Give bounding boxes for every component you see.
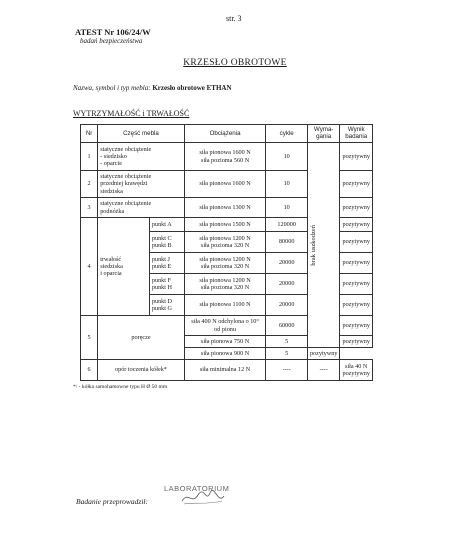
row-point: punkt D punkt G (149, 295, 184, 316)
row-cycles: 20000 (266, 274, 308, 295)
row-result: pozytywny (340, 316, 373, 336)
row-result: pozytywny (340, 336, 373, 348)
requirements-vertical-text: brak uszkodzeń (309, 224, 317, 266)
row-load: siła 400 N odchylona o 10° od pionu (184, 316, 266, 336)
row-cycles: 10 (266, 198, 308, 218)
row-result: pozytywny (340, 218, 373, 232)
requirements-cell (307, 143, 340, 348)
row-result: pozytywny (340, 253, 373, 274)
atest-number: ATEST Nr 106/24/W (75, 27, 151, 37)
row-number: 5 (81, 316, 98, 360)
row-load: siła pionowa 1500 N (184, 218, 266, 232)
header-nr: Nr (81, 125, 98, 143)
row-result: pozytywny (340, 171, 373, 198)
header-cycles: cykle (266, 125, 308, 143)
row-part: statyczne obciążenie podnóżka (98, 198, 185, 218)
atest-subtitle: badań bezpieczeństwa (80, 37, 143, 45)
row-part: poręcze (98, 316, 185, 360)
row-result: pozytywny (340, 295, 373, 316)
row-number: 1 (81, 143, 98, 171)
row-part: statyczne obciążenie przedniej krawędzi siedziska (98, 171, 185, 198)
row-cycles: 20000 (266, 295, 308, 316)
signature-label: Badanie przeprowadził: (76, 497, 149, 506)
results-table (80, 124, 373, 381)
row-load: siła pionowa 1200 N siła pozioma 320 N (184, 232, 266, 253)
section-heading: WYTRZYMAŁOŚĆ i TRWAŁOŚĆ (73, 109, 190, 118)
row-part: trwałość siedziska i oparcia (98, 218, 150, 316)
row-result: pozytywny (340, 274, 373, 295)
header-requirements: Wyma- gania (307, 125, 340, 143)
row-result: pozytywny (340, 198, 373, 218)
product-label: Nazwa, symbol i typ mebla: (73, 84, 151, 92)
table-row (81, 360, 373, 381)
document-title: KRZESŁO OBROTOWE (183, 58, 287, 68)
row-load: siła minimalna 12 N (184, 360, 266, 381)
row-cycles: 5 (266, 348, 308, 360)
row-cycles: 10 (266, 171, 308, 198)
row-cycles: 80000 (266, 232, 308, 253)
row-load: siła pionowa 1200 N siła pozioma 320 N (184, 253, 266, 274)
table-header-row (81, 125, 373, 143)
row-requirement: ---- (307, 360, 340, 381)
row-load: siła pionowa 750 N (184, 336, 266, 348)
row-cycles: 5 (266, 336, 308, 348)
row-result: pozytywny (340, 143, 373, 171)
row-cycles: ---- (266, 360, 308, 381)
page-number: str. 3 (226, 14, 242, 23)
row-result: pozytywny (340, 232, 373, 253)
header-part: Część mebla (98, 125, 185, 143)
product-line (73, 84, 232, 92)
row-result: pozytywny (307, 348, 340, 360)
row-part: statyczne obciążenie - siedzisko - oparcie (98, 143, 185, 171)
row-point: punkt J punkt E (149, 253, 184, 274)
row-number: 3 (81, 198, 98, 218)
row-cycles: 20000 (266, 253, 308, 274)
row-point: punkt C punkt B (149, 232, 184, 253)
row-load: siła pionowa 900 N (184, 348, 266, 360)
row-point: punkt F punkt H (149, 274, 184, 295)
header-result: Wynik badania (340, 125, 373, 143)
product-name: Krzesło obrotowe ETHAN (152, 84, 232, 92)
row-load: siła pionowa 1600 N (184, 171, 266, 198)
table-row (81, 143, 373, 171)
row-result: siła 40 N pozytywny (340, 360, 373, 381)
row-number: 4 (81, 218, 98, 316)
row-number: 6 (81, 360, 98, 381)
laboratory-stamp: LABORATORIUM (164, 484, 230, 493)
row-load: siła pionowa 1600 N siła pozioma 560 N (184, 143, 266, 171)
signature-scribble (180, 487, 226, 507)
row-number: 2 (81, 171, 98, 198)
row-cycles: 120000 (266, 218, 308, 232)
row-point: punkt A (149, 218, 184, 232)
row-load: siła pionowa 1100 N (184, 295, 266, 316)
footnote: */ - kółka samohamowne typu H Ø 50 mm (73, 384, 168, 390)
row-load: siła pionowa 1300 N (184, 198, 266, 218)
row-part: opór toczenia kółek* (98, 360, 185, 381)
row-load: siła pionowa 1200 N siła pozioma 320 N (184, 274, 266, 295)
header-load: Obciążenia (184, 125, 266, 143)
row-cycles: 60000 (266, 316, 308, 336)
row-cycles: 10 (266, 143, 308, 171)
